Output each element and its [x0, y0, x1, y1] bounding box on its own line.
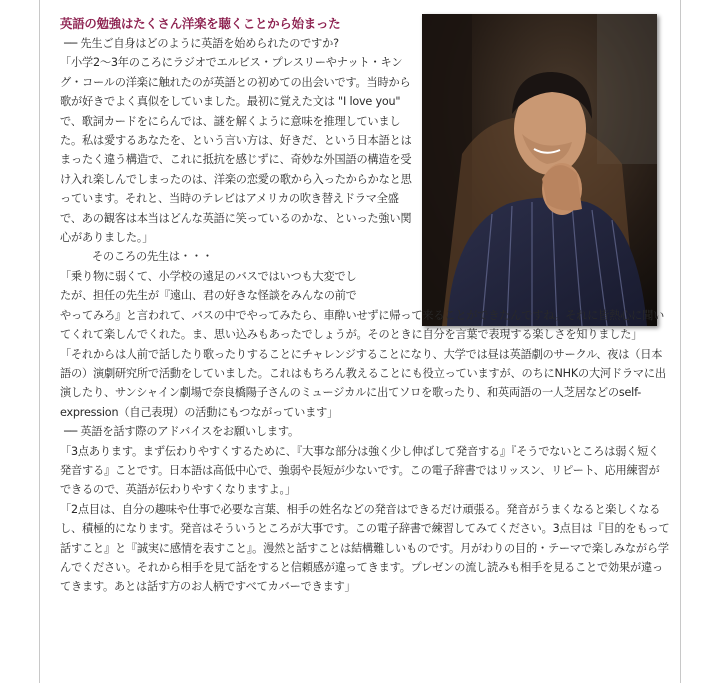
- answer-paragraph: 「それからは人前で話したり歌ったりすることにチャレンジすることになり、大学では昼は英語劇のサークル、夜は（日本語の）演劇研究所で活動をしていました。これはもちろん教えることにも役立っていますが、のちにNHKの大河ドラマに出演したり、サンシャイン劇場で奈良橋陽子さんのミュージカルに出てソロを歌ったり、和英両語の一人芝居などのself-expression（自己表現）の活動にもつながっています」: [60, 347, 666, 419]
- right-margin-rule: [680, 0, 681, 683]
- interview-article: [60, 14, 670, 597]
- lead-line: そのころの先生は・・・: [92, 250, 213, 264]
- article-heading: 英語の勉強はたくさん洋楽を聴くことから始まった: [60, 16, 341, 31]
- answer-paragraph: 「2点目は、自分の趣味や仕事で必要な言葉、相手の姓名などの発音はできるだけ頑張る。発音がうまくなると楽しくなるし、積極的になります。発音はそういうところが大事です。この電子辞書で練習してみてください。3点目は『目的をもって話すこと』と『誠実に感情を表すこと』。漫然と話すことは結構難しいものです。月がわりの目的・テーマで楽しみながら学んでください。それから相手を見て話をすると信頼感が違ってきます。プレゼンの流し読みも相手を見ることで効果が違ってきます。あとは話す方のお人柄ですべてカバーできます」: [60, 502, 670, 594]
- answer-line: 「乗り物に弱くて、小学校の遠足のバスではいつも大変でし: [60, 269, 357, 283]
- answer-paragraph: 「小学2〜3年のころにラジオでエルビス・プレスリーやナット・キング・コールの洋楽に触れたのが英語との初めての出会いです。当時から歌が好きでよく真似をしていました。最初に覚えた文は "I love you" で、歌詞カードをにらんでは、謎を解くように意味を推理していました。私は愛するあなたを、という言い方は、好きだ、という日本語とはまったく違う構造で、これに抵抗を感じずに、奇妙な外国語の構造を受け入れ楽しんでしまったのは、洋楽の恋愛の歌から入ったからかなと思っています。それと、当時のテレビはアメリカの吹き替えドラマ全盛で、あの観客は本当はどんな英語に笑っているのかな、といった強い関心がありました。」: [60, 56, 412, 245]
- answer-line: たが、担任の先生が『遠山、君の好きな怪談をみんなの前で: [60, 289, 357, 303]
- answer-paragraph: 「3点あります。まず伝わりやすくするために、『大事な部分は強く少し伸ばして発音する』『そうでないところは弱く短く発音する』ことです。日本語は高低中心で、強弱や長短が少ないです。この電子辞書ではリッスン、リピート、応用練習ができるので、英語が伝わりやすくなりますよ。」: [60, 444, 660, 497]
- interviewer-question: ── 英語を話す際のアドバイスをお願いします。: [64, 425, 299, 439]
- interviewer-question: ── 先生ご自身はどのように英語を始められたのですか?: [64, 37, 339, 50]
- answer-paragraph: やってみろ』と言われて、バスの中でやってみたら、車酔いせずに帰って来ることができたんですね。それに皆熱心に聞いてくれて楽しんでくれた。ま、思い込みもあったでしょうが。そのときに自分を言葉で表現する楽しさを知りました」: [60, 308, 665, 342]
- left-margin-rule: [39, 0, 40, 683]
